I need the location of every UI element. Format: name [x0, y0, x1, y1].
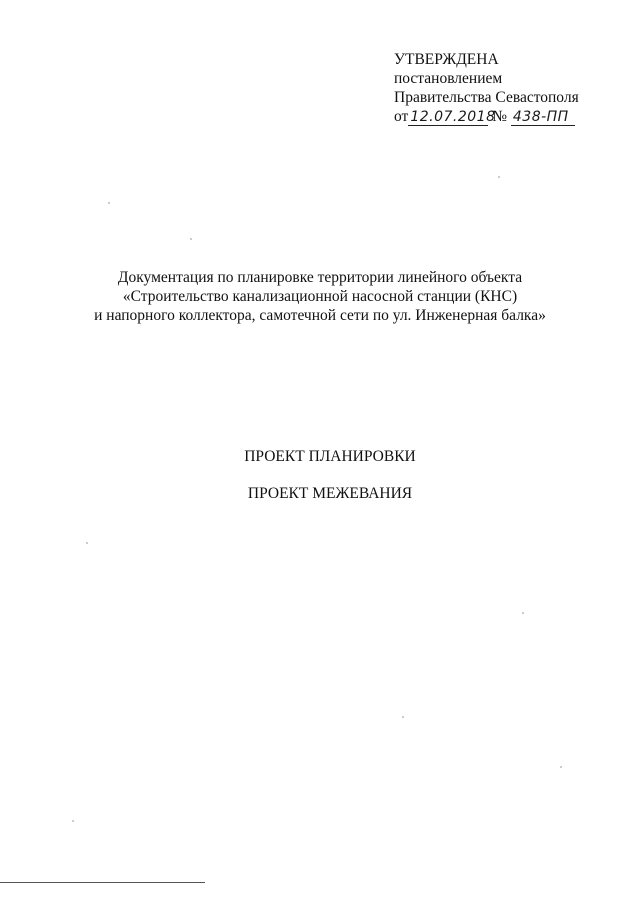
scan-speck: [108, 202, 110, 204]
scan-speck: [190, 238, 192, 240]
section-surveying-title: ПРОЕКТ МЕЖЕВАНИЯ: [247, 485, 413, 502]
number-prefix: №: [492, 108, 507, 125]
scan-speck: [86, 542, 88, 544]
approval-line-decree: постановлением: [394, 70, 503, 87]
scan-speck: [72, 820, 74, 822]
scan-speck: [498, 176, 500, 178]
date-prefix: от: [394, 108, 409, 125]
approval-date-line: [394, 107, 634, 126]
handwritten-number: 438-ПП: [511, 110, 575, 126]
scan-speck: [560, 766, 562, 768]
approval-stamp: [394, 50, 634, 126]
document-title: [60, 268, 580, 325]
title-line-2: «Строительство канализационной насосной станции (КНС): [122, 288, 518, 305]
title-line-3: и напорного коллектора, самотечной сети по ул. Инженерная балка»: [94, 307, 546, 324]
scan-speck: [522, 612, 524, 614]
approval-line-government: Правительства Севастополя: [394, 89, 579, 106]
footnote-divider: [0, 882, 205, 883]
section-planning-title: ПРОЕКТ ПЛАНИРОВКИ: [244, 448, 416, 465]
handwritten-date: 12.07.2018: [410, 109, 496, 125]
approval-status: УТВЕРЖДЕНА: [394, 51, 499, 68]
scan-speck: [402, 716, 404, 718]
title-line-1: Документация по планировке территории линейного объекта: [117, 269, 523, 286]
